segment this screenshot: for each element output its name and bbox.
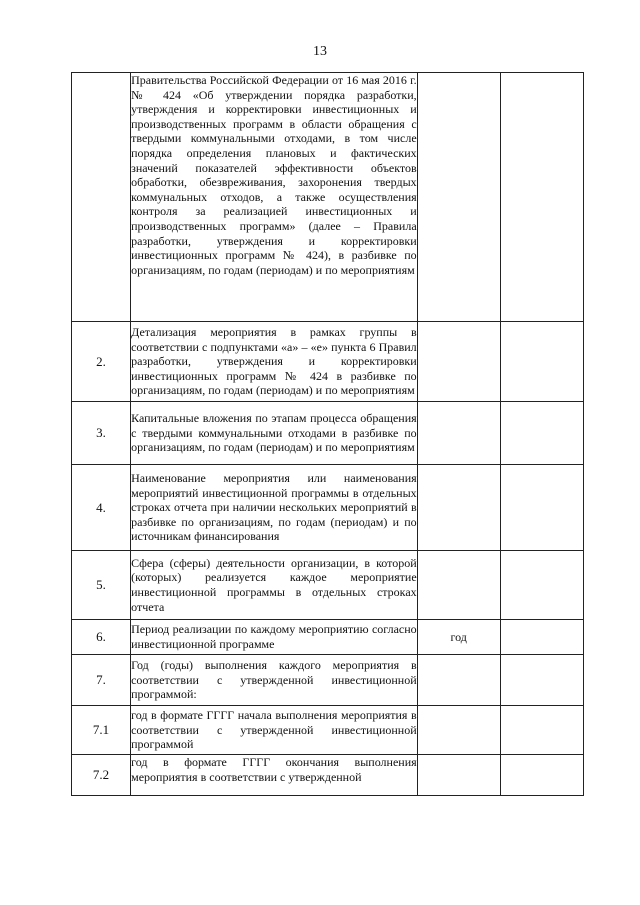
row-description: Период реализации по каждому мероприятию согласно инвестиционной программе (131, 622, 417, 651)
row-number: 4. (72, 465, 131, 551)
row-description-cell (131, 322, 418, 402)
row-number: 5. (72, 551, 131, 620)
row-number: 6. (72, 620, 131, 655)
row-description: Капитальные вложения по этапам процесса обращения с твердыми коммунальными отходами в разбивке по организациям, по годам (периодам) и по мероприятиям (131, 411, 417, 455)
row-value-cell (500, 655, 583, 706)
row-unit (417, 755, 500, 796)
row-value-cell (500, 322, 583, 402)
row-description: Правительства Российской Федерации от 16 мая 2016 г. № 424 «Об утверждении порядка разработки, утверждения и корректировки инвестиционных и производственных программ в области обращения с твердыми коммунальными отходами, в том числе порядка определения плановых и фактических значений показателей эффективности объектов обработки, обезвреживания, захоронения твердых коммунальных отходов, а также осуществления контроля за реализацией инвестиционных и производственных программ» (далее – Правила разработки, утверждения и корректировки инвестиционных программ № 424), в разбивке по организациям, по годам (периодам) и по мероприятиям (131, 73, 417, 277)
row-number: 7.1 (72, 706, 131, 755)
row-description-cell (131, 706, 418, 755)
row-description: год в формате ГГГГ окончания выполнения мероприятия в соответствии с утвержденной (131, 755, 417, 784)
table-row (72, 706, 584, 755)
row-unit (417, 322, 500, 402)
table-row (72, 402, 584, 465)
row-description-cell (131, 551, 418, 620)
row-description: Детализация мероприятия в рамках группы в соответствии с подпунктами «а» – «е» пункта 6 Правил разработки, утверждения и корректировки инвестиционных программ № 424 в разбивке по организациям, по годам (периодам) и по мероприятиям (131, 325, 417, 398)
row-value-cell (500, 402, 583, 465)
row-unit (417, 402, 500, 465)
row-value-cell (500, 620, 583, 655)
table-row (72, 620, 584, 655)
row-description-cell (131, 655, 418, 706)
table-row (72, 465, 584, 551)
row-description-cell (131, 620, 418, 655)
row-description: Год (годы) выполнения каждого мероприятия в соответствии с утвержденной инвестиционной программой: (131, 658, 417, 702)
row-description-cell (131, 402, 418, 465)
row-unit: год (417, 620, 500, 655)
row-value-cell (500, 706, 583, 755)
row-number: 2. (72, 322, 131, 402)
row-number: 7. (72, 655, 131, 706)
table-row (72, 73, 584, 322)
table-row (72, 755, 584, 796)
row-unit (417, 551, 500, 620)
row-description-cell (131, 755, 418, 796)
row-number: 3. (72, 402, 131, 465)
row-unit (417, 465, 500, 551)
row-value-cell (500, 755, 583, 796)
row-description: Сфера (сферы) деятельности организации, в которой (которых) реализуется каждое мероприятие инвестиционной программы в отдельных строках отчета (131, 555, 417, 614)
row-unit (417, 73, 500, 322)
table-row (72, 551, 584, 620)
row-value-cell (500, 73, 583, 322)
requirements-table (71, 72, 584, 796)
table-row (72, 655, 584, 706)
row-description-cell (131, 465, 418, 551)
row-number (72, 73, 131, 322)
row-number: 7.2 (72, 755, 131, 796)
row-unit (417, 655, 500, 706)
page-number: 13 (313, 44, 327, 59)
table-row (72, 322, 584, 402)
row-description-cell (131, 73, 418, 322)
row-description: год в формате ГГГГ начала выполнения мероприятия в соответствии с утвержденной инвестиционной программой (131, 708, 417, 752)
row-description: Наименование мероприятия или наименования мероприятий инвестиционной программы в отдельных строках отчета при наличии нескольких мероприятий в разбивке по организациям, по годам (периодам) и по источникам финансирования (131, 471, 417, 544)
row-unit (417, 706, 500, 755)
row-value-cell (500, 551, 583, 620)
row-value-cell (500, 465, 583, 551)
